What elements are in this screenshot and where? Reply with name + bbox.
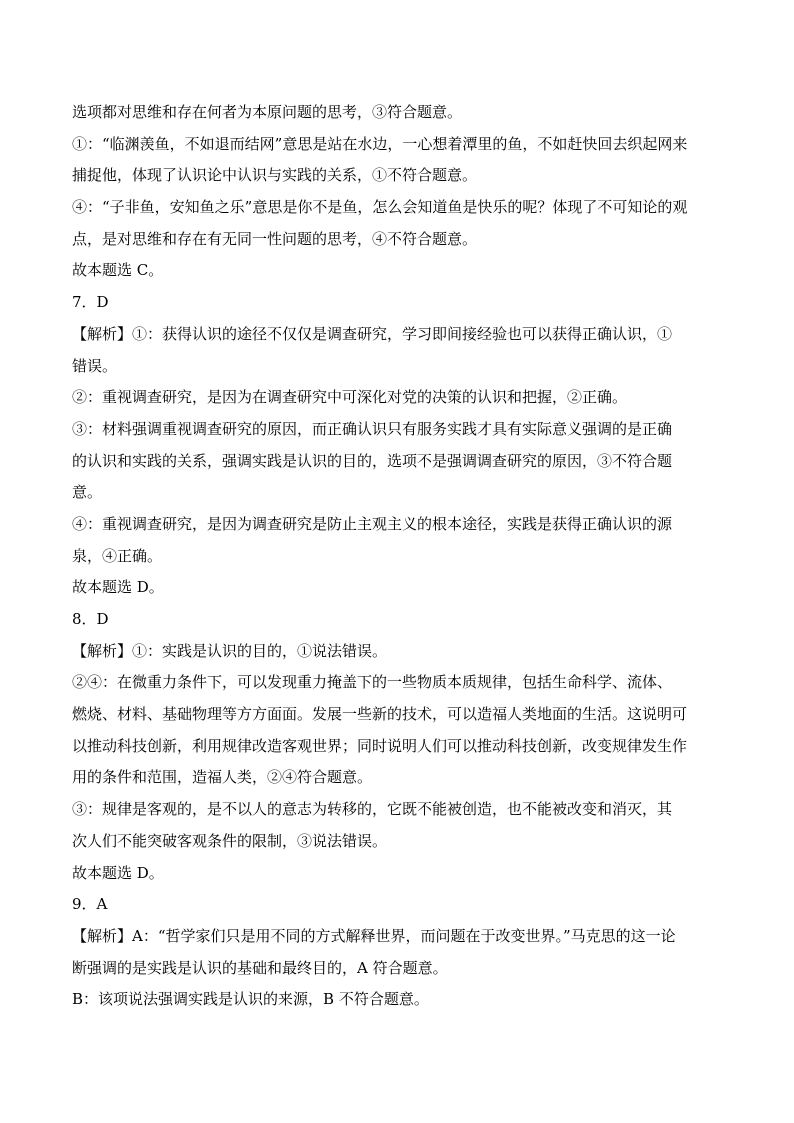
- text-line-20: 燃烧、材料、基础物理等方方面面。发展一些新的技术，可以造福人类地面的生活。这说明可: [72, 705, 688, 724]
- text-line-15: 泉，④正确。: [72, 546, 163, 565]
- question-number-7: 7．D: [72, 293, 109, 312]
- text-line-21: 以推动科技创新，利用规律改造客观世界；同时说明人们可以推动科技创新，改变规律发生作: [72, 736, 688, 755]
- answer-line-q8: 故本题选 D。: [72, 863, 164, 882]
- text-line-28: 断强调的是实践是认识的基础和最终目的，A 符合题意。: [72, 958, 448, 977]
- text-line-18: 【解析】①：实践是认识的目的，①说法错误。: [72, 641, 388, 660]
- document-body: [72, 97, 722, 1016]
- text-line-24: 次人们不能突破客观条件的限制，③说法错误。: [72, 831, 388, 850]
- text-line-22: 用的条件和范围，造福人类，②④符合题意。: [72, 768, 373, 787]
- text-line-11: ③：材料强调重视调查研究的原因，而正确认识只有服务实践才具有实际意义强调的是正确: [72, 419, 673, 438]
- text-line-23: ③：规律是客观的，是不以人的意志为转移的，它既不能被创造，也不能被改变和消灭，其: [72, 800, 673, 819]
- text-line-29: B：该项说法强调实践是认识的来源，B 不符合题意。: [72, 990, 429, 1009]
- question-number-8: 8．D: [72, 610, 109, 628]
- text-line-8: 【解析】①：获得认识的途径不仅仅是调查研究，学习即间接经验也可以获得正确认识，①: [72, 324, 673, 343]
- text-line-27: 【解析】A：“哲学家们只是用不同的方式解释世界，而问题在于改变世界。”马克思的这一论: [72, 926, 676, 945]
- answer-line-q6: 故本题选 C。: [72, 261, 164, 280]
- text-line-9: 错误。: [72, 356, 118, 375]
- text-line-3: 捕捉他，体现了认识论中认识与实践的关系，①不符合题意。: [72, 166, 478, 185]
- question-number-9: 9．A: [72, 895, 108, 914]
- answer-line-q7: 故本题选 D。: [72, 578, 164, 597]
- text-line-2: ①：“临渊羡鱼，不如退而结网”意思是站在水边，一心想着潭里的鱼，不如赶快回去织起网来: [72, 134, 688, 153]
- text-line-12: 的认识和实践的关系，强调实践是认识的目的，选项不是强调调查研究的原因，③不符合题: [72, 451, 673, 470]
- text-line-13: 意。: [72, 483, 103, 502]
- text-line-10: ②：重视调查研究，是因为在调查研究中可深化对党的决策的认识和把握，②正确。: [72, 388, 628, 407]
- text-line-4: ④：“子非鱼，安知鱼之乐”意思是你不是鱼，怎么会知道鱼是快乐的呢？体现了不可知论的观: [72, 198, 688, 217]
- text-line-1: 选项都对思维和存在何者为本原问题的思考，③符合题意。: [72, 103, 463, 121]
- text-line-14: ④：重视调查研究，是因为调查研究是防止主观主义的根本途径，实践是获得正确认识的源: [72, 514, 673, 533]
- text-line-19: ②④：在微重力条件下，可以发现重力掩盖下的一些物质本质规律，包括生命科学、流体、: [72, 673, 673, 692]
- text-line-5: 点，是对思维和存在有无同一性问题的思考，④不符合题意。: [72, 229, 478, 248]
